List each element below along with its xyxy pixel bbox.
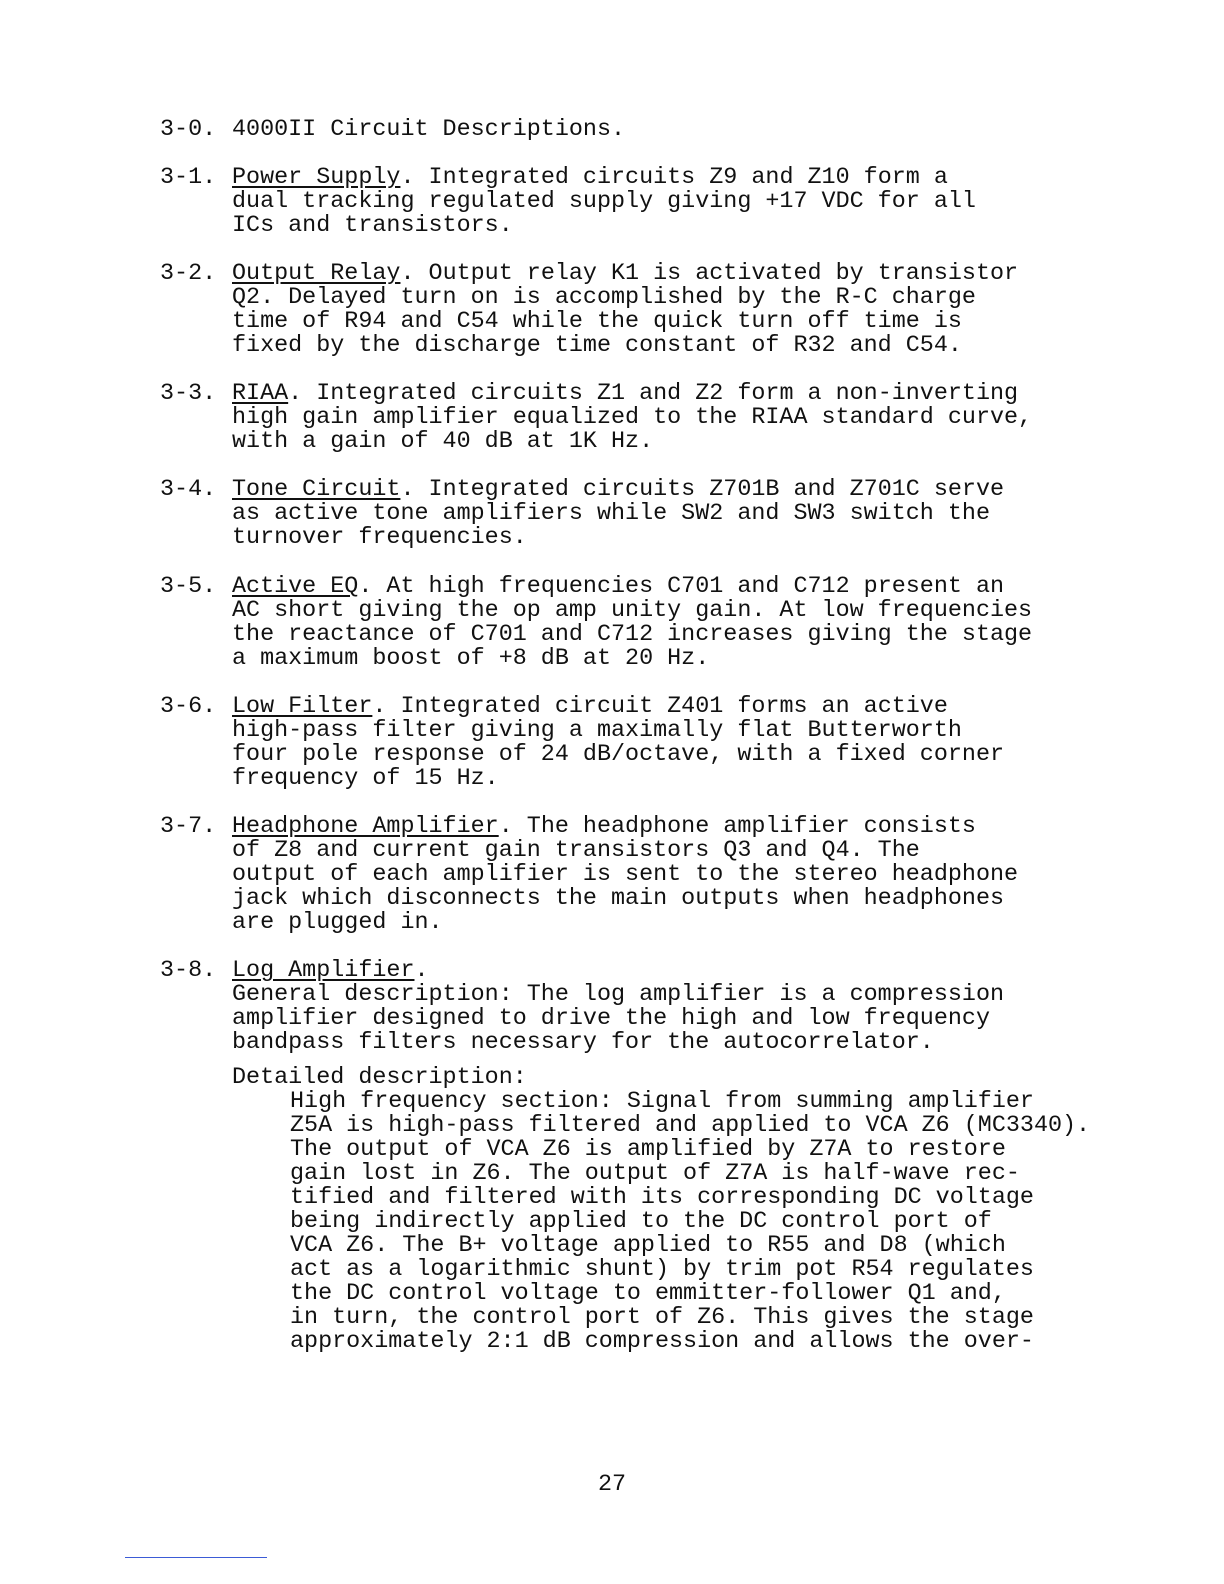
section-title: Headphone Amplifier — [232, 814, 499, 840]
section-number: 3-3. — [160, 381, 217, 407]
section-line: high gain amplifier equalized to the RIAA standard curve, — [232, 405, 1033, 431]
section-first-line — [232, 382, 1132, 406]
section-line: amplifier designed to drive the high and low frequency — [232, 1006, 990, 1032]
section-body — [232, 959, 1132, 1055]
heading-number: 3-0. — [160, 117, 217, 143]
section-title: Output Relay — [232, 261, 401, 287]
detailed-line: gain lost in Z6. The output of Z7A is half-wave rec- — [290, 1161, 1020, 1187]
detailed-line: the DC control voltage to emmitter-follower Q1 and, — [290, 1281, 1006, 1307]
section-number: 3-8. — [160, 958, 217, 984]
detailed-body — [232, 1090, 1132, 1354]
section-line: . The headphone amplifier consists — [498, 814, 976, 840]
section-line: of Z8 and current gain transistors Q3 and Q4. The — [232, 838, 920, 864]
section-line: ICs and transistors. — [232, 213, 513, 239]
detailed-description — [232, 1066, 1132, 1354]
section-first-line — [232, 959, 1132, 983]
detailed-line: in turn, the control port of Z6. This gives the stage — [290, 1305, 1034, 1331]
section-line: . Output relay K1 is activated by transistor — [400, 261, 1019, 287]
section-body — [232, 575, 1132, 671]
section-line: are plugged in. — [232, 910, 443, 936]
section-number: 3-6. — [160, 694, 217, 720]
section-line: with a gain of 40 dB at 1K Hz. — [232, 429, 654, 455]
section-body — [232, 166, 1132, 238]
detailed-line: tified and filtered with its corresponding DC voltage — [290, 1185, 1034, 1211]
section-number: 3-2. — [160, 261, 217, 287]
section-first-line — [232, 815, 1132, 839]
section-line: . Integrated circuits Z1 and Z2 form a non-inverting — [288, 381, 1019, 407]
section-first-line — [232, 575, 1132, 599]
section-first-line — [232, 695, 1132, 719]
section-first-line — [232, 262, 1132, 286]
section-line: a maximum boost of +8 dB at 20 Hz. — [232, 646, 710, 672]
section-line: time of R94 and C54 while the quick turn off time is — [232, 309, 962, 335]
heading-title: 4000II Circuit Descriptions. — [232, 117, 626, 143]
section-first-line — [232, 478, 1132, 502]
section-number: 3-1. — [160, 165, 217, 191]
detailed-label: Detailed description: — [232, 1065, 527, 1091]
section-line: AC short giving the op amp unity gain. At low frequencies — [232, 598, 1033, 624]
section-first-line — [232, 166, 1132, 190]
detailed-line: Z5A is high-pass filtered and applied to VCA Z6 (MC3340). — [290, 1113, 1091, 1139]
section-body — [232, 262, 1132, 358]
section-line: . Integrated circuit Z401 forms an active — [372, 694, 948, 720]
section-body — [232, 695, 1132, 791]
section-body — [232, 815, 1132, 935]
section-title: Log Amplifier — [232, 958, 415, 984]
section-line: high-pass filter giving a maximally flat Butterworth — [232, 718, 962, 744]
section-line: jack which disconnects the main outputs when headphones — [232, 886, 1005, 912]
section-number: 3-5. — [160, 574, 217, 600]
footer-rule — [125, 1557, 267, 1558]
detailed-line: approximately 2:1 dB compression and allows the over- — [290, 1329, 1034, 1355]
detailed-line: High frequency section: Signal from summing amplifier — [290, 1089, 1034, 1115]
section-number: 3-7. — [160, 814, 217, 840]
section-line: . At high frequencies C701 and C712 present an — [358, 574, 1005, 600]
section-line: dual tracking regulated supply giving +17 VDC for all — [232, 189, 976, 215]
detailed-line: VCA Z6. The B+ voltage applied to R55 and D8 (which — [290, 1233, 1006, 1259]
detailed-line: The output of VCA Z6 is amplified by Z7A to restore — [290, 1137, 1006, 1163]
section-line: Q2. Delayed turn on is accomplished by the R-C charge — [232, 285, 976, 311]
section-line: four pole response of 24 dB/octave, with a fixed corner — [232, 742, 1005, 768]
section-line: the reactance of C701 and C712 increases giving the stage — [232, 622, 1033, 648]
section-line: as active tone amplifiers while SW2 and SW3 switch the — [232, 501, 990, 527]
section-title: Power Supply — [232, 165, 401, 191]
section-title: Tone Circuit — [232, 477, 401, 503]
section-line: . Integrated circuits Z701B and Z701C serve — [400, 477, 1005, 503]
page-number: 27 — [597, 1472, 627, 1498]
section-line: bandpass filters necessary for the autocorrelator. — [232, 1030, 934, 1056]
section-number: 3-4. — [160, 477, 217, 503]
section-line: . Integrated circuits Z9 and Z10 form a — [400, 165, 948, 191]
section-title: Active EQ — [232, 574, 359, 600]
section-line: . — [414, 958, 429, 984]
section-title: RIAA — [232, 381, 289, 407]
section-body — [232, 478, 1132, 550]
detailed-line: being indirectly applied to the DC control port of — [290, 1209, 992, 1235]
section-line: fixed by the discharge time constant of R32 and C54. — [232, 333, 962, 359]
detailed-line: act as a logarithmic shunt) by trim pot R54 regulates — [290, 1257, 1034, 1283]
section-title: Low Filter — [232, 694, 373, 720]
section-body — [232, 382, 1132, 454]
section-line: output of each amplifier is sent to the stereo headphone — [232, 862, 1019, 888]
section-line: frequency of 15 Hz. — [232, 766, 499, 792]
section-line: General description: The log amplifier is a compression — [232, 982, 1005, 1008]
section-line: turnover frequencies. — [232, 525, 527, 551]
